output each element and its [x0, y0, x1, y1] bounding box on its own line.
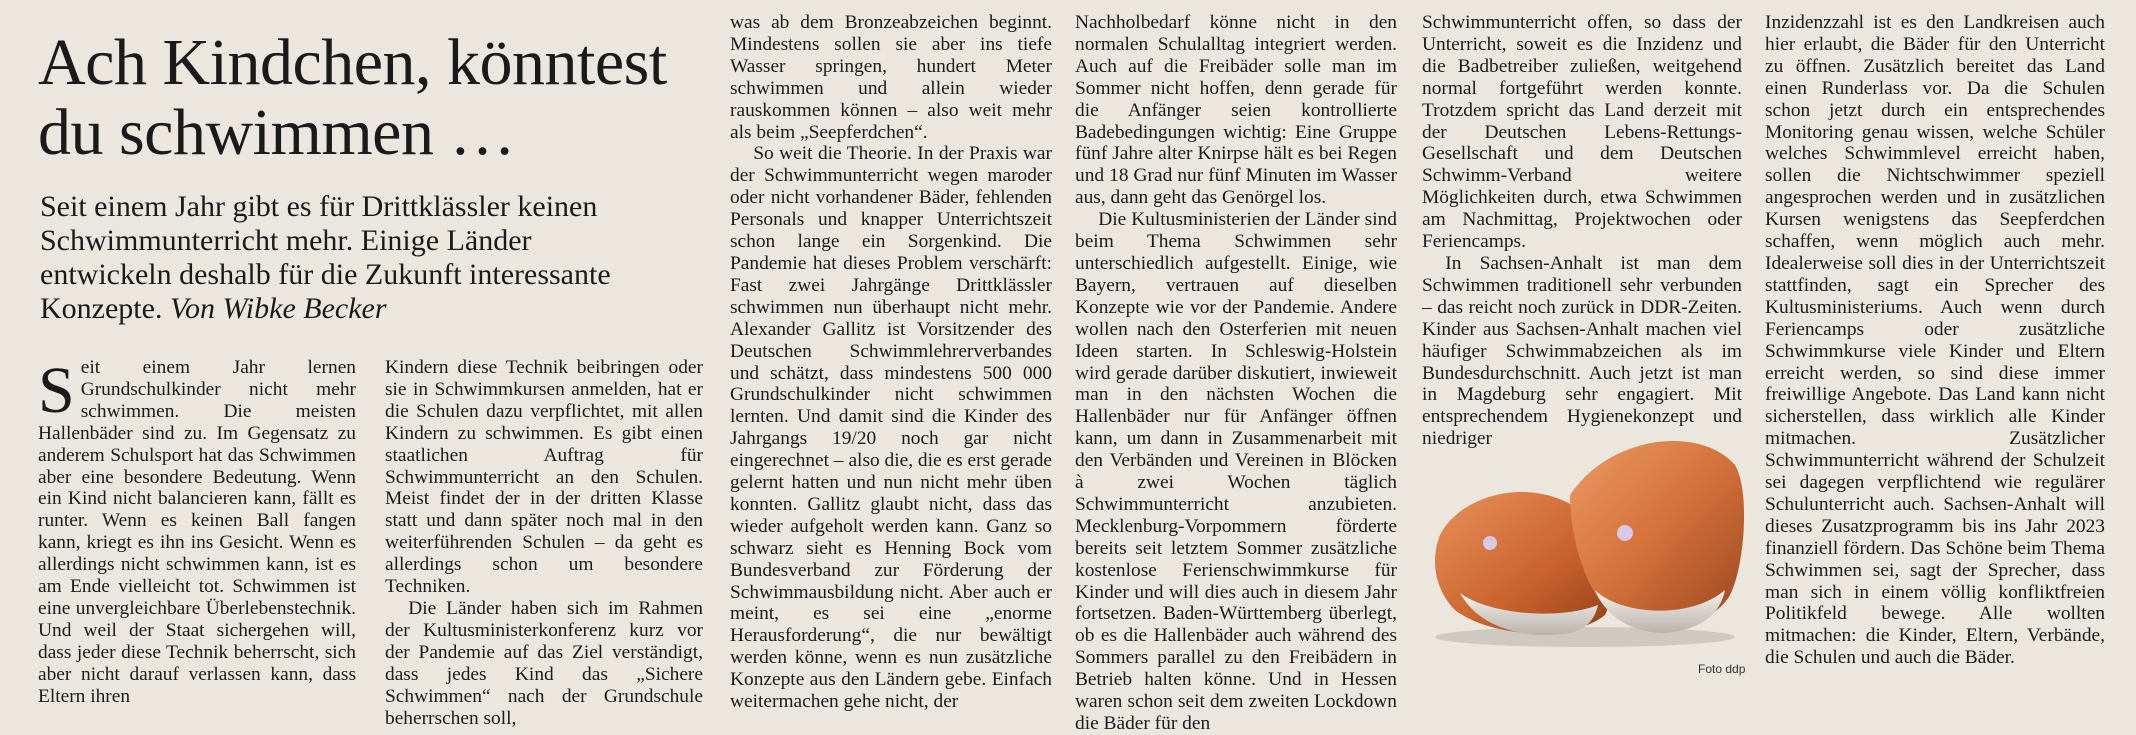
- paragraph: So weit die Theorie. In der Praxis war der Schwimmunterricht wegen maroder oder nicht vorhandener Bäder, fehlenden Personals und knapper Unterrichtszeit schon lange ein Sorgenkind. Die Pandemie hat dieses Problem verschärft: Fast zwei Jahrgänge Drittklässler schwimmen nun überhaupt nicht mehr. Alexander Gallitz ist Vorsitzender des Deutschen Schwimmlehrerverbandes und schätzt, dass mindestens 500 000 Grundschulkinder nicht schwimmen lernten. Und damit sind die Kinder des Jahrgangs 19/20 noch gar nicht eingerechnet – also die, die es erst gerade gelernt hatten und nun nicht mehr üben konnten. Gallitz glaubt nicht, dass das wieder aufgeholt werden kann. Ganz so schwarz sieht es Henning Bock vom Bundesverband zur Förderung der Schwimmausbildung nicht. Aber auch er meint, es sei eine „enorme Herausforderung“, die nur bewältigt werden könne, wenn es nun zusätzliche Konzepte aus den Ländern gebe. Einfach weitermachen gehe nicht, der: [730, 143, 1052, 713]
- swim-armbands-photo: [1420, 415, 1750, 650]
- paragraph: Schwimmunterricht offen, so dass der Unterricht, soweit es die Inzidenz und die Badbetreiber zuließen, weitgehend normal fortgeführt werden konnte. Trotzdem spricht das Land derzeit mit der Deutschen Lebens-Rettungs-Gesellschaft und dem Deutschen Schwimm-Verband weitere Möglichkeiten durch, etwa Schwimmen am Nachmittag, Projektwochen oder Feriencamps.: [1422, 12, 1742, 253]
- paragraph: Die Kultusministerien der Länder sind beim Thema Schwimmen sehr unterschiedlich aufgestellt. Einige, wie Bayern, vertrauen auf dieselben Konzepte wie vor der Pandemie. Andere wollen nach den Osterferien mit neuen Ideen starten. In Schleswig-Holstein wird gerade darüber diskutiert, inwieweit man in den nächsten Wochen die Hallenbäder nur für Anfänger öffnen kann, um dann in Zusammenarbeit mit den Verbänden und Vereinen in Blöcken à zwei Wochen täglich Schwimmunterricht anzubieten. Mecklenburg-Vorpommern förderte bereits seit letztem Sommer zusätzliche kostenlose Ferienschwimmkurse für Kinder und will dies auch in diesem Jahr fortsetzen. Baden-Württemberg überlegt, ob es die Hallenbäder auch während des Sommers parallel zu den Freibädern in Betrieb halten könne. Und in Hessen waren schon seit dem zweiten Lockdown die Bäder für den: [1075, 209, 1397, 734]
- column-4: [1075, 12, 1397, 734]
- paragraph: Die Länder haben sich im Rahmen der Kultusministerkonferenz kurz vor der Pandemie auf das Ziel verständigt, dass jedes Kind das „Sichere Schwimmen“ nach der Grundschule beherrschen soll,: [385, 597, 703, 729]
- armbands-icon: [1420, 415, 1750, 650]
- subhead: [40, 190, 670, 326]
- paragraph: was ab dem Bronzeabzeichen beginnt. Mindestens sollen sie aber ins tiefe Wasser springen, hundert Meter schwimmen und allein wieder rauskommen können – also weit mehr als beim „Seepferdchen“.: [730, 12, 1052, 143]
- column-3: [730, 12, 1052, 713]
- photo-credit: Foto ddp: [1698, 662, 1746, 676]
- column-5: [1422, 12, 1742, 450]
- column-6: [1765, 12, 2105, 700]
- paragraph: In Sachsen-Anhalt ist man dem Schwimmen traditionell sehr verbunden – das reicht noch zurück in DDR-Zeiten. Kinder aus Sachsen-Anhalt machen viel häufiger Schwimmabzeichen als im Bundesdurchschnitt. Auch jetzt ist man in Magdeburg sehr engagiert. Mit entsprechendem Hygienekonzept und niedriger: [1422, 252, 1742, 450]
- column-2: [385, 357, 703, 729]
- paragraph: Inzidenzzahl ist es den Landkreisen auch hier erlaubt, die Bäder für den Unterricht zu öffnen. Zusätzlich bereitet das Land einen Runderlass vor. Da die Schulen schon jetzt durch ein entsprechendes Monitoring genau wissen, welche Schüler welches Schwimmlevel erreicht haben, sollen die Nichtschwimmer speziell angesprochen werden und in zusätzlichen Kursen wenigstens das Seepferdchen schaffen, wenn möglich auch mehr. Idealerweise soll dies in der Unterrichtszeit stattfinden, sagt ein Sprecher des Kultusministeriums. Auch wenn durch Feriencamps oder zusätzliche Schwimmkurse viele Kinder und Eltern erreicht werden, so sind diese immer freiwillige Angebote. Das Land kann nicht sicherstellen, dass wirklich alle Kinder mitmachen. Zusätzlicher Schwimmunterricht während der Schulzeit sei dagegen verpflichtend wie regulärer Schulunterricht auch. Sachsen-Anhalt will dieses Zusatzprogramm bis ins Jahr 2023 finanziell fördern. Das Schöne beim Thema Schwimmen sei, sagt der Sprecher, dass man sich in einem völlig konfliktfreien Politikfeld bewege. Alle wollten mitmachen: die Kinder, Eltern, Verbände, die Schulen und auch die Bäder.: [1765, 12, 2105, 669]
- column-1: [38, 354, 356, 707]
- paragraph: Kindern diese Technik beibringen oder sie in Schwimmkursen anmelden, hat er die Schulen dazu verpflichtet, mit allen Kindern zu schwimmen. Es gibt einen staatlichen Auftrag für Schwimmunterricht an den Schulen. Meist findet der in der dritten Klasse statt und dann später noch mal in den weiterführenden Schulen – da geht es allerdings schon um besondere Techniken.: [385, 357, 703, 598]
- byline: Von Wibke Becker: [169, 292, 387, 325]
- headline: Ach Kindchen, könntest du schwimmen …: [38, 26, 667, 169]
- paragraph: eit einem Jahr lernen Grundschulkinder nicht mehr schwimmen. Die meisten Hallenbäder sind zu. Im Gegensatz zu anderem Schulsport hat das Schwimmen aber eine besondere Bedeutung. Wenn ein Kind nicht balancieren kann, fällt es runter. Wenn es keinen Ball fangen kann, kriegt es ihn ins Gesicht. Wenn es allerdings nicht schwimmen kann, ist es am Ende vielleicht tot. Schwimmen ist eine unvergleichbare Überlebenstechnik. Und weil der Staat sichergehen will, dass jeder diese Technik beherrscht, sich aber nicht darauf verlassen kann, dass Eltern ihren: [38, 357, 356, 707]
- subhead-text: Seit einem Jahr gibt es für Drittklässler keinen Schwimmunterricht mehr. Einige Länder entwickeln deshalb für die Zukunft interessante Konzepte.: [40, 190, 611, 325]
- dropcap: S: [38, 354, 75, 427]
- paragraph: Nachholbedarf könne nicht in den normalen Schulalltag integriert werden. Auch auf die Freibäder solle man im Sommer nicht hoffen, denn gerade für die Anfänger seien kontrollierte Badebedingungen wichtig: Eine Gruppe fünf Jahre alter Knirpse hält es bei Regen und 18 Grad nur fünf Minuten im Wasser aus, dann geht das Genörgel los.: [1075, 12, 1397, 209]
